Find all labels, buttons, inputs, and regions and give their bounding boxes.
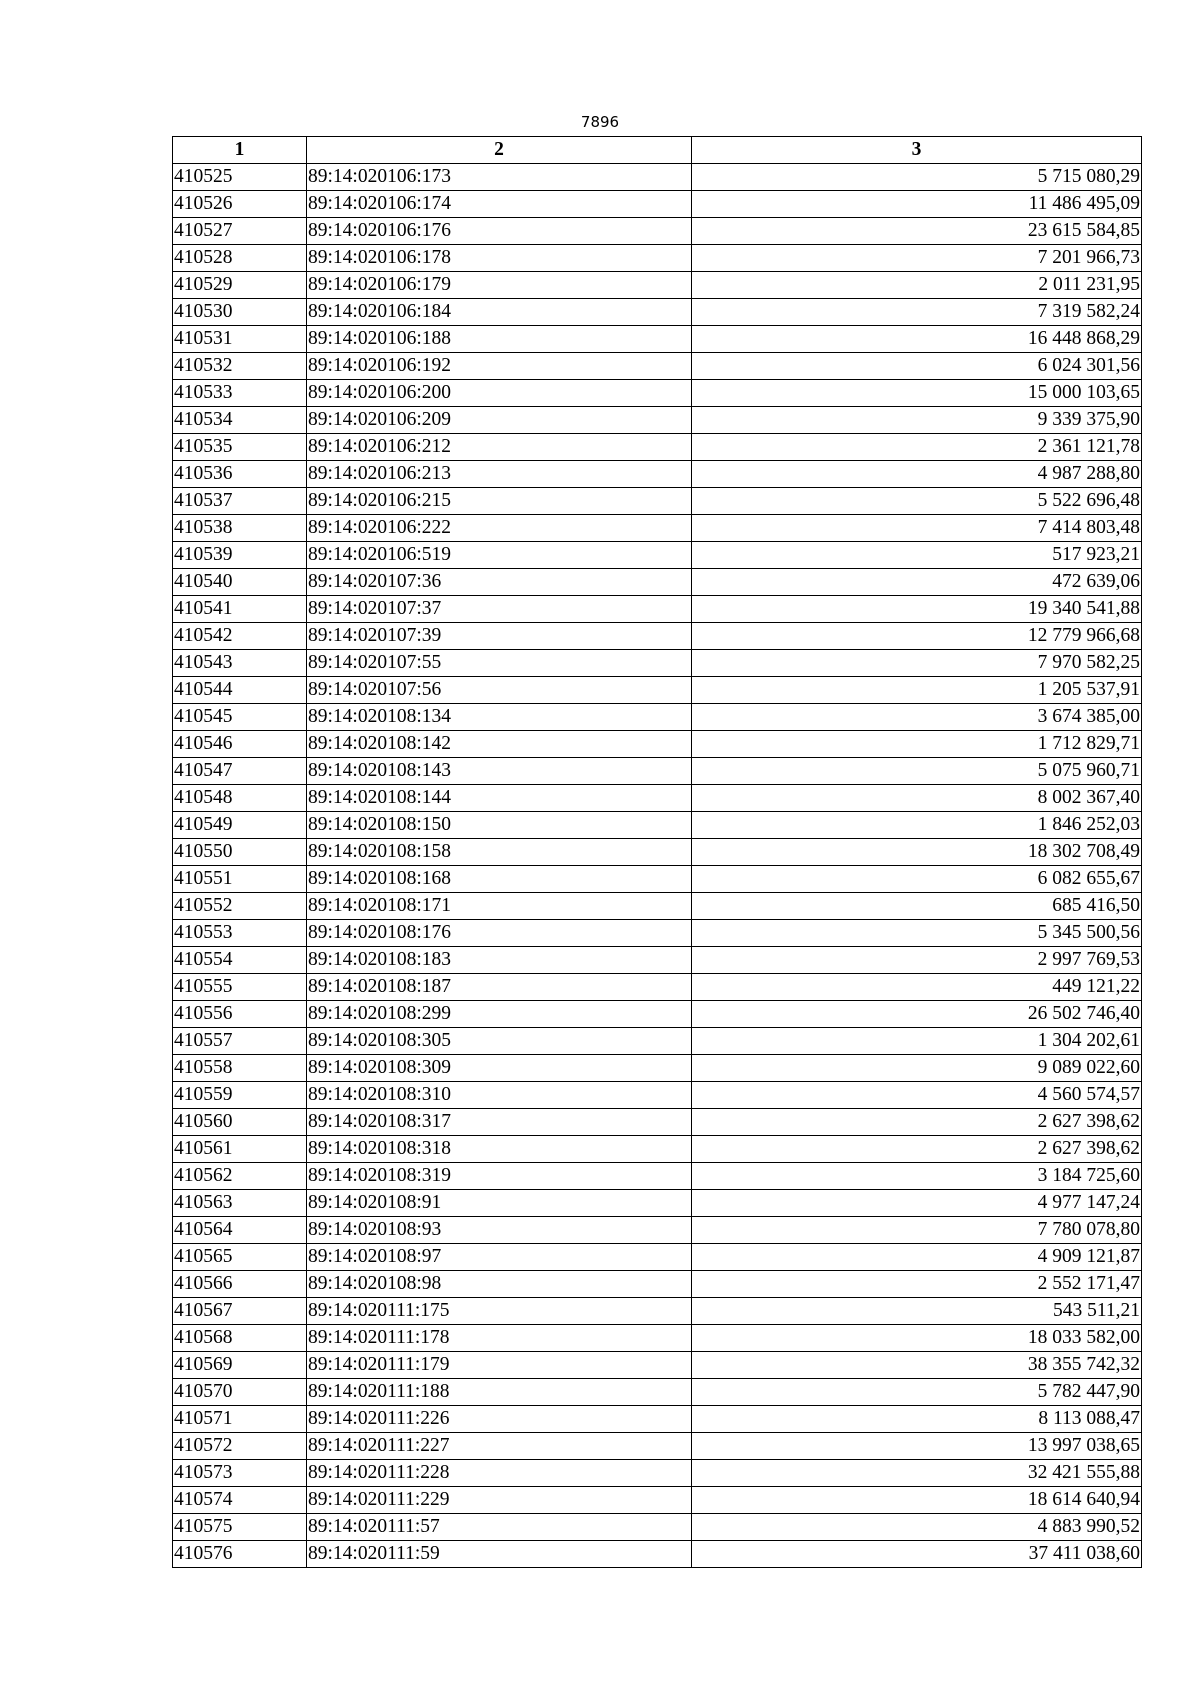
cadastral-number-cell: 89:14:020108:97 <box>307 1244 692 1271</box>
cadastral-number-cell: 89:14:020108:183 <box>307 947 692 974</box>
row-number-cell: 410561 <box>173 1136 307 1163</box>
cadastral-number-cell: 89:14:020111:226 <box>307 1406 692 1433</box>
table-row <box>173 407 1142 434</box>
table-row <box>173 974 1142 1001</box>
cadastral-number-cell: 89:14:020107:55 <box>307 650 692 677</box>
row-number-cell: 410568 <box>173 1325 307 1352</box>
column-header-1: 1 <box>173 137 307 164</box>
value-cell: 9 089 022,60 <box>692 1055 1142 1082</box>
row-number-cell: 410530 <box>173 299 307 326</box>
table-row <box>173 623 1142 650</box>
cadastral-number-cell: 89:14:020107:56 <box>307 677 692 704</box>
value-cell: 37 411 038,60 <box>692 1541 1142 1568</box>
value-cell: 6 024 301,56 <box>692 353 1142 380</box>
table-row <box>173 1433 1142 1460</box>
cadastral-number-cell: 89:14:020108:134 <box>307 704 692 731</box>
cadastral-number-cell: 89:14:020106:200 <box>307 380 692 407</box>
cadastral-number-cell: 89:14:020106:519 <box>307 542 692 569</box>
table-row <box>173 1244 1142 1271</box>
value-cell: 2 011 231,95 <box>692 272 1142 299</box>
value-cell: 4 560 574,57 <box>692 1082 1142 1109</box>
row-number-cell: 410534 <box>173 407 307 434</box>
value-cell: 517 923,21 <box>692 542 1142 569</box>
row-number-cell: 410572 <box>173 1433 307 1460</box>
header-row <box>173 137 1142 164</box>
row-number-cell: 410569 <box>173 1352 307 1379</box>
table-row <box>173 1487 1142 1514</box>
row-number-cell: 410553 <box>173 920 307 947</box>
value-cell: 38 355 742,32 <box>692 1352 1142 1379</box>
table-row <box>173 758 1142 785</box>
row-number-cell: 410567 <box>173 1298 307 1325</box>
cadastral-number-cell: 89:14:020111:227 <box>307 1433 692 1460</box>
cadastral-number-cell: 89:14:020111:175 <box>307 1298 692 1325</box>
cadastral-number-cell: 89:14:020106:184 <box>307 299 692 326</box>
table-row <box>173 1055 1142 1082</box>
cadastral-number-cell: 89:14:020108:317 <box>307 1109 692 1136</box>
value-cell: 32 421 555,88 <box>692 1460 1142 1487</box>
row-number-cell: 410563 <box>173 1190 307 1217</box>
row-number-cell: 410575 <box>173 1514 307 1541</box>
table-row <box>173 1460 1142 1487</box>
table-row <box>173 812 1142 839</box>
value-cell: 4 909 121,87 <box>692 1244 1142 1271</box>
cadastral-number-cell: 89:14:020108:143 <box>307 758 692 785</box>
row-number-cell: 410545 <box>173 704 307 731</box>
cadastral-number-cell: 89:14:020106:188 <box>307 326 692 353</box>
table-row <box>173 785 1142 812</box>
row-number-cell: 410549 <box>173 812 307 839</box>
row-number-cell: 410539 <box>173 542 307 569</box>
table-row <box>173 353 1142 380</box>
row-number-cell: 410529 <box>173 272 307 299</box>
cadastral-number-cell: 89:14:020108:309 <box>307 1055 692 1082</box>
row-number-cell: 410557 <box>173 1028 307 1055</box>
table-row <box>173 1028 1142 1055</box>
value-cell: 8 113 088,47 <box>692 1406 1142 1433</box>
row-number-cell: 410526 <box>173 191 307 218</box>
cadastral-number-cell: 89:14:020108:319 <box>307 1163 692 1190</box>
value-cell: 26 502 746,40 <box>692 1001 1142 1028</box>
value-cell: 2 627 398,62 <box>692 1136 1142 1163</box>
value-cell: 5 715 080,29 <box>692 164 1142 191</box>
table-row <box>173 920 1142 947</box>
table-row <box>173 191 1142 218</box>
table-row <box>173 1217 1142 1244</box>
cadastral-number-cell: 89:14:020108:176 <box>307 920 692 947</box>
table-row <box>173 731 1142 758</box>
table-row <box>173 272 1142 299</box>
table-row <box>173 677 1142 704</box>
cadastral-number-cell: 89:14:020106:179 <box>307 272 692 299</box>
table-row <box>173 866 1142 893</box>
value-cell: 7 201 966,73 <box>692 245 1142 272</box>
value-cell: 23 615 584,85 <box>692 218 1142 245</box>
cadastral-number-cell: 89:14:020111:178 <box>307 1325 692 1352</box>
value-cell: 7 970 582,25 <box>692 650 1142 677</box>
value-cell: 1 846 252,03 <box>692 812 1142 839</box>
value-cell: 1 205 537,91 <box>692 677 1142 704</box>
value-cell: 5 345 500,56 <box>692 920 1142 947</box>
cadastral-number-cell: 89:14:020108:150 <box>307 812 692 839</box>
table-row <box>173 326 1142 353</box>
value-cell: 1 712 829,71 <box>692 731 1142 758</box>
value-cell: 4 987 288,80 <box>692 461 1142 488</box>
table-row <box>173 1001 1142 1028</box>
page-number: 7896 <box>580 113 620 131</box>
cadastral-number-cell: 89:14:020106:215 <box>307 488 692 515</box>
cadastral-number-cell: 89:14:020106:173 <box>307 164 692 191</box>
cadastral-number-cell: 89:14:020111:59 <box>307 1541 692 1568</box>
value-cell: 543 511,21 <box>692 1298 1142 1325</box>
value-cell: 2 627 398,62 <box>692 1109 1142 1136</box>
value-cell: 7 780 078,80 <box>692 1217 1142 1244</box>
row-number-cell: 410540 <box>173 569 307 596</box>
table-row <box>173 596 1142 623</box>
row-number-cell: 410560 <box>173 1109 307 1136</box>
row-number-cell: 410556 <box>173 1001 307 1028</box>
cadastral-number-cell: 89:14:020106:212 <box>307 434 692 461</box>
cadastral-number-cell: 89:14:020108:310 <box>307 1082 692 1109</box>
table-row <box>173 515 1142 542</box>
table-row <box>173 1271 1142 1298</box>
cadastral-number-cell: 89:14:020108:318 <box>307 1136 692 1163</box>
row-number-cell: 410532 <box>173 353 307 380</box>
value-cell: 7 414 803,48 <box>692 515 1142 542</box>
value-cell: 4 977 147,24 <box>692 1190 1142 1217</box>
table-row <box>173 1082 1142 1109</box>
value-cell: 9 339 375,90 <box>692 407 1142 434</box>
row-number-cell: 410548 <box>173 785 307 812</box>
table-row <box>173 218 1142 245</box>
table-body <box>173 164 1142 1568</box>
cadastral-number-cell: 89:14:020108:93 <box>307 1217 692 1244</box>
cadastral-number-cell: 89:14:020108:158 <box>307 839 692 866</box>
cadastral-number-cell: 89:14:020111:179 <box>307 1352 692 1379</box>
cadastral-number-cell: 89:14:020106:222 <box>307 515 692 542</box>
row-number-cell: 410565 <box>173 1244 307 1271</box>
table-row <box>173 1379 1142 1406</box>
cadastral-number-cell: 89:14:020108:98 <box>307 1271 692 1298</box>
cadastral-number-cell: 89:14:020106:209 <box>307 407 692 434</box>
cadastral-number-cell: 89:14:020108:187 <box>307 974 692 1001</box>
table-row <box>173 461 1142 488</box>
value-cell: 2 997 769,53 <box>692 947 1142 974</box>
value-cell: 5 782 447,90 <box>692 1379 1142 1406</box>
value-cell: 16 448 868,29 <box>692 326 1142 353</box>
row-number-cell: 410528 <box>173 245 307 272</box>
table-row <box>173 542 1142 569</box>
table-row <box>173 947 1142 974</box>
row-number-cell: 410547 <box>173 758 307 785</box>
value-cell: 3 184 725,60 <box>692 1163 1142 1190</box>
registry-table <box>172 136 1142 1568</box>
value-cell: 18 033 582,00 <box>692 1325 1142 1352</box>
table-row <box>173 434 1142 461</box>
cadastral-number-cell: 89:14:020108:305 <box>307 1028 692 1055</box>
row-number-cell: 410546 <box>173 731 307 758</box>
value-cell: 18 614 640,94 <box>692 1487 1142 1514</box>
table-row <box>173 1190 1142 1217</box>
value-cell: 19 340 541,88 <box>692 596 1142 623</box>
table-row <box>173 1109 1142 1136</box>
row-number-cell: 410535 <box>173 434 307 461</box>
table-row <box>173 164 1142 191</box>
table-row <box>173 1325 1142 1352</box>
row-number-cell: 410551 <box>173 866 307 893</box>
table-row <box>173 1541 1142 1568</box>
row-number-cell: 410533 <box>173 380 307 407</box>
value-cell: 8 002 367,40 <box>692 785 1142 812</box>
table-row <box>173 299 1142 326</box>
cadastral-number-cell: 89:14:020106:174 <box>307 191 692 218</box>
value-cell: 2 552 171,47 <box>692 1271 1142 1298</box>
row-number-cell: 410554 <box>173 947 307 974</box>
row-number-cell: 410552 <box>173 893 307 920</box>
row-number-cell: 410559 <box>173 1082 307 1109</box>
value-cell: 13 997 038,65 <box>692 1433 1142 1460</box>
cadastral-number-cell: 89:14:020108:144 <box>307 785 692 812</box>
value-cell: 5 522 696,48 <box>692 488 1142 515</box>
cadastral-number-cell: 89:14:020111:188 <box>307 1379 692 1406</box>
table-row <box>173 1406 1142 1433</box>
row-number-cell: 410550 <box>173 839 307 866</box>
row-number-cell: 410571 <box>173 1406 307 1433</box>
row-number-cell: 410542 <box>173 623 307 650</box>
cadastral-number-cell: 89:14:020107:39 <box>307 623 692 650</box>
value-cell: 12 779 966,68 <box>692 623 1142 650</box>
value-cell: 5 075 960,71 <box>692 758 1142 785</box>
table-row <box>173 650 1142 677</box>
column-header-2: 2 <box>307 137 692 164</box>
value-cell: 685 416,50 <box>692 893 1142 920</box>
row-number-cell: 410564 <box>173 1217 307 1244</box>
value-cell: 11 486 495,09 <box>692 191 1142 218</box>
value-cell: 1 304 202,61 <box>692 1028 1142 1055</box>
cadastral-number-cell: 89:14:020111:57 <box>307 1514 692 1541</box>
row-number-cell: 410525 <box>173 164 307 191</box>
value-cell: 449 121,22 <box>692 974 1142 1001</box>
value-cell: 472 639,06 <box>692 569 1142 596</box>
row-number-cell: 410544 <box>173 677 307 704</box>
value-cell: 6 082 655,67 <box>692 866 1142 893</box>
table-row <box>173 704 1142 731</box>
cadastral-number-cell: 89:14:020107:37 <box>307 596 692 623</box>
row-number-cell: 410536 <box>173 461 307 488</box>
table-row <box>173 1514 1142 1541</box>
table-row <box>173 1298 1142 1325</box>
cadastral-number-cell: 89:14:020108:168 <box>307 866 692 893</box>
table-row <box>173 1163 1142 1190</box>
cadastral-number-cell: 89:14:020108:142 <box>307 731 692 758</box>
cadastral-number-cell: 89:14:020108:299 <box>307 1001 692 1028</box>
row-number-cell: 410555 <box>173 974 307 1001</box>
cadastral-number-cell: 89:14:020111:229 <box>307 1487 692 1514</box>
cadastral-number-cell: 89:14:020106:213 <box>307 461 692 488</box>
row-number-cell: 410541 <box>173 596 307 623</box>
row-number-cell: 410558 <box>173 1055 307 1082</box>
value-cell: 3 674 385,00 <box>692 704 1142 731</box>
cadastral-number-cell: 89:14:020106:176 <box>307 218 692 245</box>
row-number-cell: 410543 <box>173 650 307 677</box>
value-cell: 2 361 121,78 <box>692 434 1142 461</box>
table-row <box>173 1352 1142 1379</box>
row-number-cell: 410531 <box>173 326 307 353</box>
value-cell: 7 319 582,24 <box>692 299 1142 326</box>
cadastral-number-cell: 89:14:020107:36 <box>307 569 692 596</box>
cadastral-number-cell: 89:14:020106:178 <box>307 245 692 272</box>
table-row <box>173 380 1142 407</box>
row-number-cell: 410573 <box>173 1460 307 1487</box>
table-row <box>173 569 1142 596</box>
table-row <box>173 839 1142 866</box>
cadastral-number-cell: 89:14:020108:171 <box>307 893 692 920</box>
row-number-cell: 410570 <box>173 1379 307 1406</box>
cadastral-number-cell: 89:14:020111:228 <box>307 1460 692 1487</box>
row-number-cell: 410566 <box>173 1271 307 1298</box>
value-cell: 4 883 990,52 <box>692 1514 1142 1541</box>
table-row <box>173 488 1142 515</box>
table-row <box>173 1136 1142 1163</box>
row-number-cell: 410538 <box>173 515 307 542</box>
value-cell: 18 302 708,49 <box>692 839 1142 866</box>
table-row <box>173 245 1142 272</box>
row-number-cell: 410527 <box>173 218 307 245</box>
cadastral-number-cell: 89:14:020106:192 <box>307 353 692 380</box>
value-cell: 15 000 103,65 <box>692 380 1142 407</box>
cadastral-number-cell: 89:14:020108:91 <box>307 1190 692 1217</box>
column-header-3: 3 <box>692 137 1142 164</box>
row-number-cell: 410562 <box>173 1163 307 1190</box>
row-number-cell: 410574 <box>173 1487 307 1514</box>
row-number-cell: 410537 <box>173 488 307 515</box>
table-row <box>173 893 1142 920</box>
row-number-cell: 410576 <box>173 1541 307 1568</box>
